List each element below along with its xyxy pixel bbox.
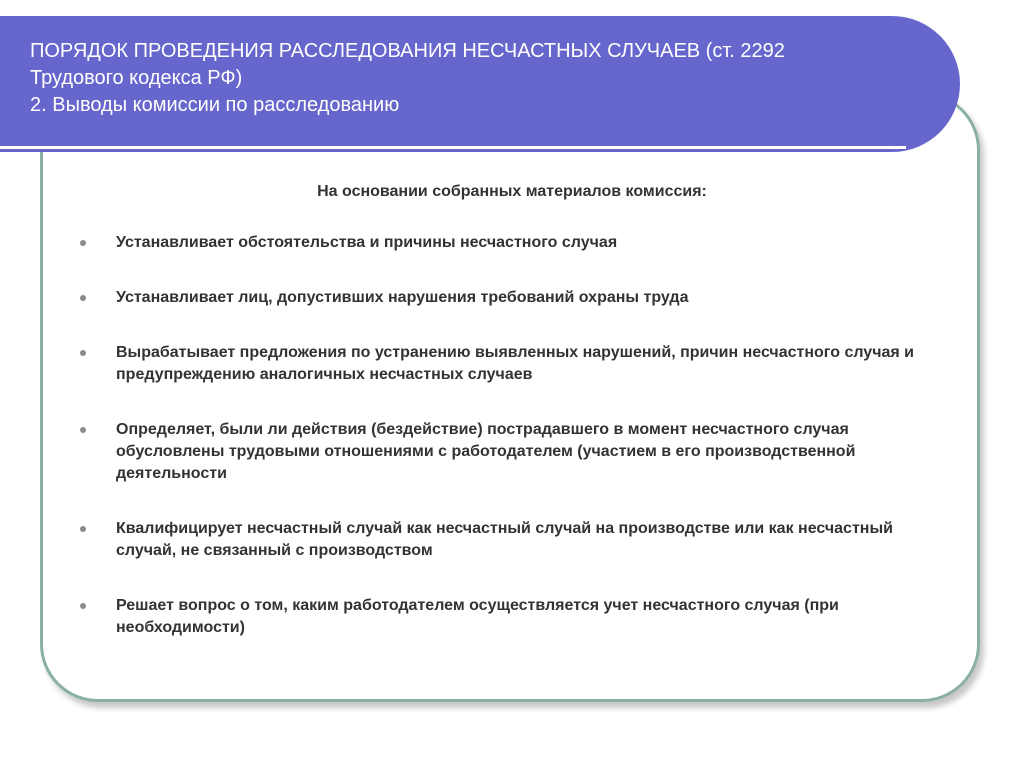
bullet-item	[72, 595, 932, 639]
bullet-dot-icon	[80, 427, 86, 433]
title-line-1: ПОРЯДОК ПРОВЕДЕНИЯ РАССЛЕДОВАНИЯ НЕСЧАСТНЫХ СЛУЧАЕВ (ст. 2292	[30, 40, 785, 62]
bullet-text: Определяет, были ли действия (бездействие) пострадавшего в момент несчастного случая обусловлены трудовыми отношениями с работодателем (участием в его производственной деятельности	[116, 421, 856, 482]
title-line-3: 2. Выводы комиссии по расследованию	[30, 94, 400, 116]
bullet-item	[72, 232, 932, 254]
slide-title	[30, 38, 910, 119]
bullet-dot-icon	[80, 526, 86, 532]
lead-text: На основании собранных материалов комиссия:	[317, 183, 707, 200]
bullet-text: Решает вопрос о том, каким работодателем осуществляется учет несчастного случая (при необходимости)	[116, 597, 839, 636]
bullet-list	[72, 232, 932, 639]
bullet-text: Квалифицирует несчастный случай как несчастный случай на производстве или как несчастный случай, не связанный с производством	[116, 520, 893, 559]
bullet-item	[72, 419, 932, 485]
bullet-dot-icon	[80, 350, 86, 356]
title-line-2: Трудового кодекса РФ)	[30, 67, 243, 89]
bullet-dot-icon	[80, 603, 86, 609]
bullet-dot-icon	[80, 240, 86, 246]
bullet-dot-icon	[80, 295, 86, 301]
bullet-text: Устанавливает обстоятельства и причины несчастного случая	[116, 234, 618, 251]
banner-divider	[0, 146, 906, 149]
bullet-text: Вырабатывает предложения по устранению выявленных нарушений, причин несчастного случая и предупреждению аналогичных несчастных случаев	[116, 344, 915, 383]
bullet-item	[72, 287, 932, 309]
bullet-item	[72, 342, 932, 386]
bullet-text: Устанавливает лиц, допустивших нарушения требований охраны труда	[116, 289, 689, 306]
bullet-item	[72, 518, 932, 562]
